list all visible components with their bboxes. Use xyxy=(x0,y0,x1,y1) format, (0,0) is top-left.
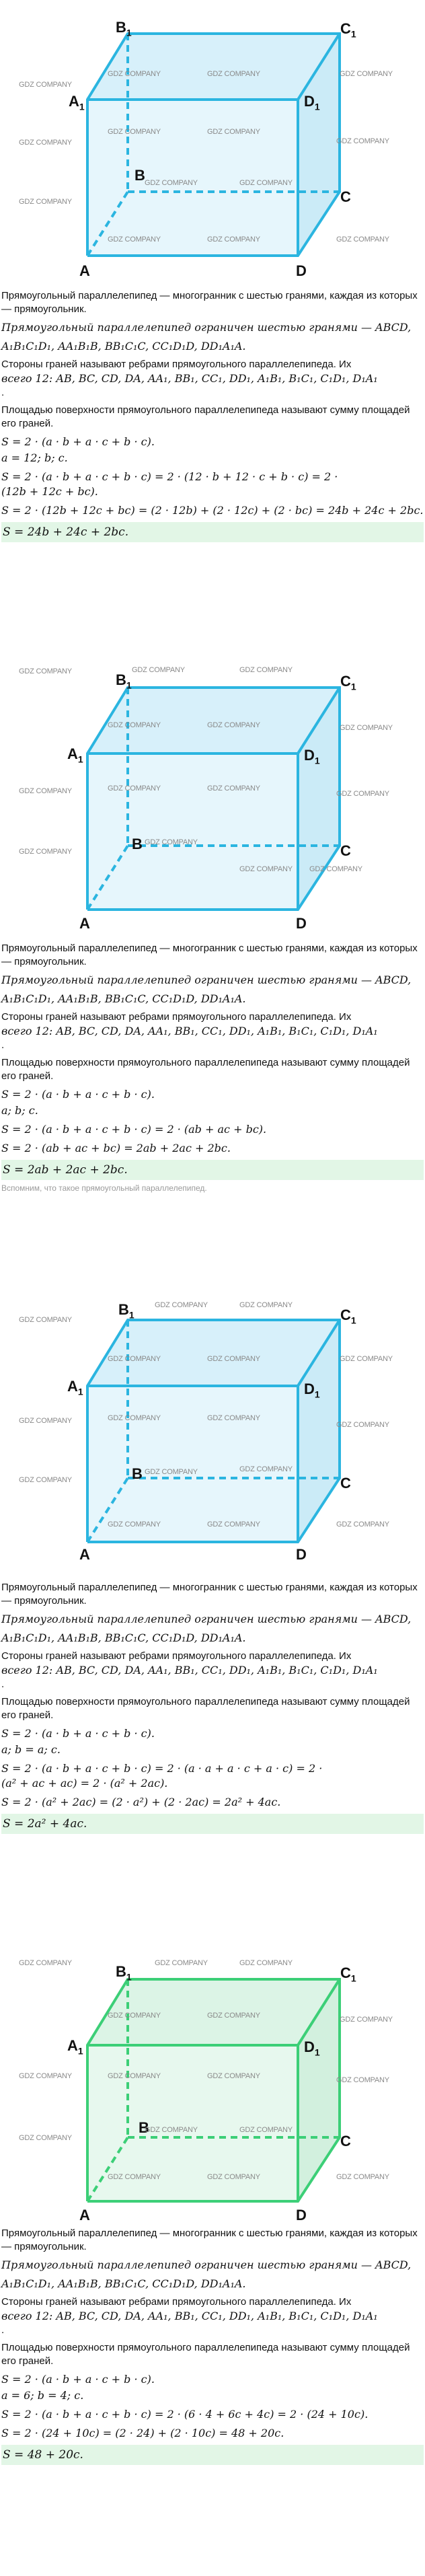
solution-text-2 xyxy=(0,942,425,1195)
watermark: GDZ COMPANY xyxy=(239,1959,293,1967)
watermark: GDZ COMPANY xyxy=(108,235,161,244)
parallelepiped-figure-3 xyxy=(0,1298,425,1581)
vertex-c1: $C_1$ xyxy=(340,1307,356,1326)
definition-text: Прямоугольный параллелепипед — многогранник с шестью гранями, каждая из которых — прямоугольник. xyxy=(1,290,418,315)
watermark: GDZ COMPANY xyxy=(145,2126,198,2134)
watermark: GDZ COMPANY xyxy=(19,81,72,89)
vertex-b: B xyxy=(132,1465,143,1482)
watermark: GDZ COMPANY xyxy=(340,724,393,732)
watermark: GDZ COMPANY xyxy=(336,2076,389,2084)
definition-text: Прямоугольный параллелепипед — многогранник с шестью гранями, каждая из которых — прямоугольник. xyxy=(1,1582,418,1607)
vertex-d: D xyxy=(296,262,307,279)
watermark: GDZ COMPANY xyxy=(207,1414,260,1422)
step-1-text: S = 2 · (a · b + a · c + b · c) = 2 · (ab + ac + bc). xyxy=(1,1123,267,1136)
front-face xyxy=(87,100,298,256)
solution-text-3 xyxy=(0,1581,425,1834)
given-text: a = 6; b = 4; c. xyxy=(1,2389,84,2402)
dot-text: . xyxy=(1,2324,5,2336)
step-1-text: S = 2 · (a · b + a · c + b · c) = 2 · (6 · 4 + 6c + 4c) = 2 · (24 + 10c). xyxy=(1,2408,369,2421)
step-2-text: S = 2 · (24 + 10c) = (2 · 24) + (2 · 10c) = 48 + 20c. xyxy=(1,2427,284,2439)
vertex-d1: $D_1$ xyxy=(304,1381,320,1400)
vertex-b1: $B_1$ xyxy=(116,19,132,38)
watermark: GDZ COMPANY xyxy=(207,2012,260,2020)
parallelepiped-figure-2 xyxy=(0,646,425,942)
edges-list-text: всего 12: AB, BC, CD, DA, AA₁, BB₁, CC₁, DD₁, A₁B₁, B₁C₁, C₁D₁, D₁A₁ xyxy=(1,2310,378,2322)
vertex-c: C xyxy=(340,2133,351,2149)
formula-text: S = 2 · (a · b + a · c + b · c). xyxy=(1,1727,155,1740)
watermark: GDZ COMPANY xyxy=(336,235,389,244)
edges-list-text: всего 12: AB, BC, CD, DA, AA₁, BB₁, CC₁, DD₁, A₁B₁, B₁C₁, C₁D₁, D₁A₁ xyxy=(1,372,378,385)
watermark: GDZ COMPANY xyxy=(108,2072,161,2080)
step-2-text: S = 2 · (12b + 12c + bc) = (2 · 12b) + (2 · 12c) + (2 · bc) = 24b + 24c + 2bc. xyxy=(1,504,424,517)
vertex-c: C xyxy=(340,188,351,205)
watermark: GDZ COMPANY xyxy=(340,2016,393,2024)
watermark: GDZ COMPANY xyxy=(108,1355,161,1363)
watermark: GDZ COMPANY xyxy=(19,2072,72,2080)
formula-text: S = 2 · (a · b + a · c + b · c). xyxy=(1,2373,155,2386)
watermark: GDZ COMPANY xyxy=(19,139,72,147)
vertex-a1: $A_1$ xyxy=(69,93,85,112)
step-1b-text: (a² + ac + ac) = 2 · (a² + 2ac). xyxy=(1,1777,168,1790)
vertex-b1: $B_1$ xyxy=(116,1963,132,1983)
watermark: GDZ COMPANY xyxy=(19,1316,72,1324)
faces-text: A₁B₁C₁D₁, AA₁B₁B, BB₁C₁C, CC₁D₁D, DD₁A₁A. xyxy=(1,340,246,353)
edges-intro-text: Стороны граней называют ребрами прямоугольного параллелепипеда. Их xyxy=(1,1011,352,1023)
watermark: GDZ COMPANY xyxy=(340,1355,393,1363)
watermark: GDZ COMPANY xyxy=(19,198,72,206)
area-definition-text: Площадью поверхности прямоугольного параллелепипеда называют сумму площадей его граней. xyxy=(1,2342,410,2367)
vertex-c1: $C_1$ xyxy=(340,20,356,40)
faces-text: A₁B₁C₁D₁, AA₁B₁B, BB₁C₁C, CC₁D₁D, DD₁A₁A. xyxy=(1,1631,246,1644)
vertex-d: D xyxy=(296,915,307,932)
bounded-text: Прямоугольный параллелепипед ограничен шестью гранями — ABCD, xyxy=(1,321,412,334)
parallelepiped-figure-4 xyxy=(0,1938,425,2227)
solution-text-4 xyxy=(0,2227,425,2465)
watermark: GDZ COMPANY xyxy=(336,1520,389,1529)
watermark: GDZ COMPANY xyxy=(108,1520,161,1529)
vertex-b: B xyxy=(139,2119,149,2136)
vertex-a1: $A_1$ xyxy=(67,745,83,765)
edges-list-text: всего 12: AB, BC, CD, DA, AA₁, BB₁, CC₁, DD₁, A₁B₁, B₁C₁, C₁D₁, D₁A₁ xyxy=(1,1025,378,1037)
edges-list-text: всего 12: AB, BC, CD, DA, AA₁, BB₁, CC₁, DD₁, A₁B₁, B₁C₁, C₁D₁, D₁A₁ xyxy=(1,1664,378,1677)
watermark: GDZ COMPANY xyxy=(108,128,161,136)
answer-box: S = 2ab + 2ac + 2bc. xyxy=(1,1160,424,1180)
watermark: GDZ COMPANY xyxy=(108,2173,161,2181)
solution-section-2 xyxy=(0,646,425,1195)
definition-text: Прямоугольный параллелепипед — многогранник с шестью гранями, каждая из которых — прямоугольник. xyxy=(1,943,418,967)
given-text: a; b = a; c. xyxy=(1,1743,61,1756)
vertex-a: A xyxy=(79,915,90,932)
watermark: GDZ COMPANY xyxy=(155,1301,208,1309)
watermark: GDZ COMPANY xyxy=(108,721,161,729)
watermark: GDZ COMPANY xyxy=(239,1465,293,1473)
vertex-a: A xyxy=(79,2207,90,2223)
note-text: Вспомним, что такое прямоугольный параллелепипед. xyxy=(1,1183,207,1193)
vertex-c1: $C_1$ xyxy=(340,1964,356,1984)
watermark: GDZ COMPANY xyxy=(19,848,72,856)
vertex-d1: $D_1$ xyxy=(304,2038,320,2058)
top-face xyxy=(87,34,340,100)
dot-text: . xyxy=(1,1679,5,1690)
parallelepiped-drawing xyxy=(0,1298,425,1581)
watermark: GDZ COMPANY xyxy=(340,70,393,78)
watermark: GDZ COMPANY xyxy=(239,179,293,187)
watermark: GDZ COMPANY xyxy=(108,70,161,78)
watermark: GDZ COMPANY xyxy=(336,790,389,798)
vertex-a1: $A_1$ xyxy=(67,2037,83,2057)
watermark: GDZ COMPANY xyxy=(309,865,362,873)
watermark: GDZ COMPANY xyxy=(145,1468,198,1476)
watermark: GDZ COMPANY xyxy=(19,787,72,795)
watermark: GDZ COMPANY xyxy=(207,70,260,78)
answer-box: S = 24b + 24c + 2bc. xyxy=(1,522,424,542)
watermark: GDZ COMPANY xyxy=(19,1476,72,1484)
bounded-text: Прямоугольный параллелепипед ограничен шестью гранями — ABCD, xyxy=(1,1613,412,1625)
vertex-c: C xyxy=(340,842,351,859)
vertex-d1: $D_1$ xyxy=(304,93,320,112)
area-definition-text: Площадью поверхности прямоугольного параллелепипеда называют сумму площадей его граней. xyxy=(1,1696,410,1721)
vertex-c1: $C_1$ xyxy=(340,673,356,692)
given-text: a; b; c. xyxy=(1,1104,38,1117)
vertex-c: C xyxy=(340,1475,351,1492)
step-2-text: S = 2 · (a² + 2ac) = (2 · a²) + (2 · 2ac) = 2a² + 4ac. xyxy=(1,1796,281,1808)
vertex-b: B xyxy=(132,836,143,852)
edges-intro-text: Стороны граней называют ребрами прямоугольного параллелепипеда. Их xyxy=(1,2296,352,2308)
step-1b-text: (12b + 12c + bc). xyxy=(1,485,98,498)
front-face xyxy=(87,753,298,910)
vertex-b1: $B_1$ xyxy=(118,1301,134,1321)
edges-intro-text: Стороны граней называют ребрами прямоугольного параллелепипеда. Их xyxy=(1,1650,352,1662)
watermark: GDZ COMPANY xyxy=(108,1414,161,1422)
top-face xyxy=(87,1320,340,1386)
watermark: GDZ COMPANY xyxy=(207,2072,260,2080)
step-2-text: S = 2 · (ab + ac + bc) = 2ab + 2ac + 2bc. xyxy=(1,1142,231,1154)
front-face xyxy=(87,1386,298,1542)
vertex-b1: $B_1$ xyxy=(116,671,132,691)
vertex-b: B xyxy=(134,167,145,184)
vertex-a1: $A_1$ xyxy=(67,1378,83,1397)
watermark: GDZ COMPANY xyxy=(207,1355,260,1363)
area-definition-text: Площадью поверхности прямоугольного параллелепипеда называют сумму площадей его граней. xyxy=(1,1057,410,1082)
vertex-d: D xyxy=(296,2207,307,2223)
formula-text: S = 2 · (a · b + a · c + b · c). xyxy=(1,435,155,448)
watermark: GDZ COMPANY xyxy=(239,666,293,674)
watermark: GDZ COMPANY xyxy=(336,137,389,145)
watermark: GDZ COMPANY xyxy=(108,784,161,793)
watermark: GDZ COMPANY xyxy=(207,128,260,136)
watermark: GDZ COMPANY xyxy=(239,2126,293,2134)
watermark: GDZ COMPANY xyxy=(239,865,293,873)
watermark: GDZ COMPANY xyxy=(336,1421,389,1429)
vertex-a: A xyxy=(79,262,90,279)
edges-intro-text: Стороны граней называют ребрами прямоугольного параллелепипеда. Их xyxy=(1,359,352,370)
definition-text: Прямоугольный параллелепипед — многогранник с шестью гранями, каждая из которых — прямоугольник. xyxy=(1,2228,418,2252)
watermark: GDZ COMPANY xyxy=(336,2173,389,2181)
top-face xyxy=(87,688,340,753)
dot-text: . xyxy=(1,1039,5,1051)
vertex-a: A xyxy=(79,1546,90,1563)
answer-box: S = 2a² + 4ac. xyxy=(1,1814,424,1834)
dot-text: . xyxy=(1,387,5,398)
watermark: GDZ COMPANY xyxy=(19,1417,72,1425)
watermark: GDZ COMPANY xyxy=(207,784,260,793)
watermark: GDZ COMPANY xyxy=(207,721,260,729)
faces-text: A₁B₁C₁D₁, AA₁B₁B, BB₁C₁C, CC₁D₁D, DD₁A₁A. xyxy=(1,992,246,1005)
solution-section-4 xyxy=(0,1938,425,2465)
watermark: GDZ COMPANY xyxy=(207,2173,260,2181)
solution-section-1 xyxy=(0,0,425,542)
area-definition-text: Площадью поверхности прямоугольного параллелепипеда называют сумму площадей его граней. xyxy=(1,404,410,429)
step-1-text: S = 2 · (a · b + a · c + b · c) = 2 · (12 · b + 12 · c + b · c) = 2 · xyxy=(1,470,338,483)
vertex-d: D xyxy=(296,1546,307,1563)
parallelepiped-figure-1 xyxy=(0,0,425,289)
answer-box: S = 48 + 20c. xyxy=(1,2445,424,2465)
watermark: GDZ COMPANY xyxy=(239,1301,293,1309)
bounded-text: Прямоугольный параллелепипед ограничен шестью гранями — ABCD, xyxy=(1,2258,412,2271)
watermark: GDZ COMPANY xyxy=(207,1520,260,1529)
solution-text-1 xyxy=(0,289,425,542)
faces-text: A₁B₁C₁D₁, AA₁B₁B, BB₁C₁C, CC₁D₁D, DD₁A₁A. xyxy=(1,2277,246,2290)
watermark: GDZ COMPANY xyxy=(155,1959,208,1967)
step-1-text: S = 2 · (a · b + a · c + b · c) = 2 · (a · a + a · c + a · c) = 2 · xyxy=(1,1762,323,1775)
vertex-d1: $D_1$ xyxy=(304,747,320,766)
watermark: GDZ COMPANY xyxy=(207,235,260,244)
watermark: GDZ COMPANY xyxy=(19,667,72,675)
formula-text: S = 2 · (a · b + a · c + b · c). xyxy=(1,1088,155,1101)
watermark: GDZ COMPANY xyxy=(19,2134,72,2142)
watermark: GDZ COMPANY xyxy=(145,838,198,846)
watermark: GDZ COMPANY xyxy=(145,179,198,187)
watermark: GDZ COMPANY xyxy=(19,1959,72,1967)
watermark: GDZ COMPANY xyxy=(108,2012,161,2020)
bounded-text: Прямоугольный параллелепипед ограничен шестью гранями — ABCD, xyxy=(1,973,412,986)
solution-section-3 xyxy=(0,1298,425,1834)
given-text: a = 12; b; c. xyxy=(1,451,68,464)
watermark: GDZ COMPANY xyxy=(132,666,185,674)
